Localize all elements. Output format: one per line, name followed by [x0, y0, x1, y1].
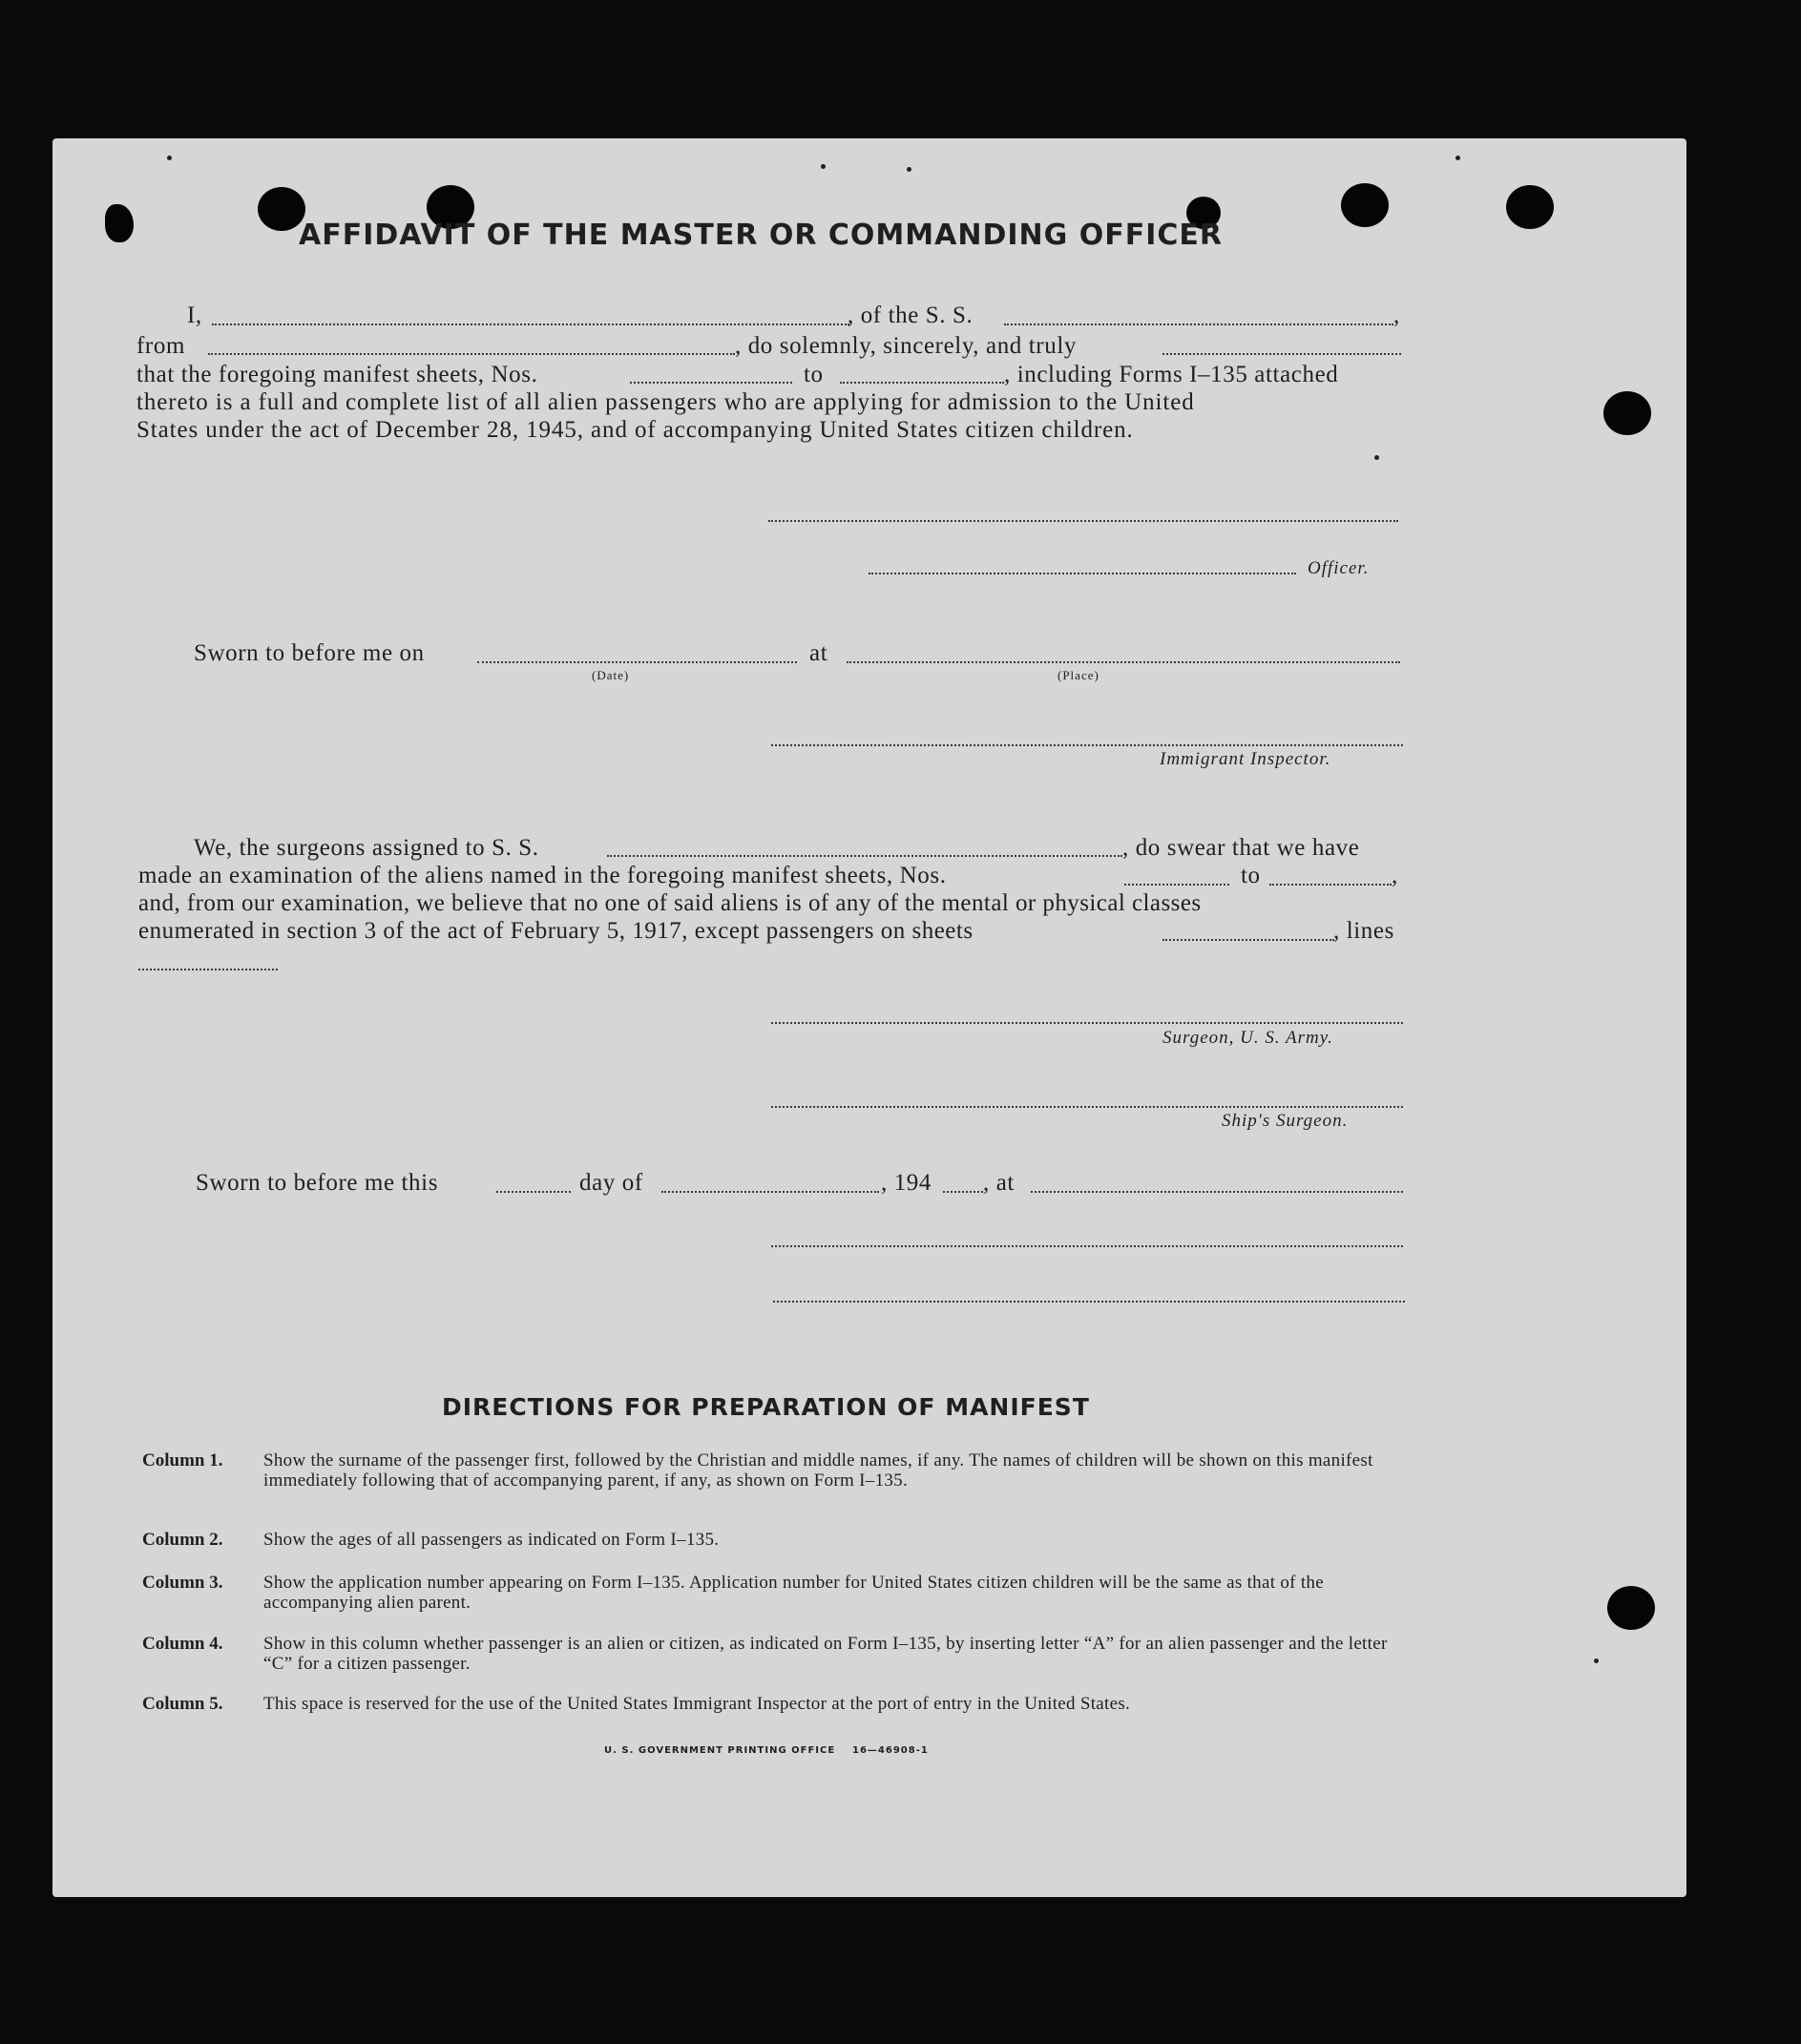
- army-surgeon-label: Surgeon, U. S. Army.: [1162, 1028, 1333, 1048]
- affidavit-line-3c: , including Forms I–135 attached: [1004, 362, 1339, 387]
- from-port-field[interactable]: [208, 353, 735, 355]
- ship-surgeon-label: Ship's Surgeon.: [1222, 1111, 1349, 1131]
- column-2-label: Column 2.: [142, 1530, 223, 1550]
- ship-surgeon-signature-field[interactable]: [771, 1106, 1403, 1108]
- master-name-field[interactable]: [212, 323, 849, 325]
- punch-hole: [1603, 391, 1651, 435]
- column-4-text: Show in this column whether passenger is an alien or citizen, as indicated on Form I–135, by inserting letter “A” for an alien passenger and the letter “C” for a citizen passenger.: [263, 1634, 1388, 1674]
- sworn-prefix: Sworn to before me on: [194, 640, 425, 666]
- punch-hole: [1341, 183, 1389, 227]
- directions-title: DIRECTIONS FOR PREPARATION OF MANIFEST: [442, 1393, 1090, 1421]
- column-1-label: Column 1.: [142, 1450, 223, 1470]
- sworn2-day-field[interactable]: [496, 1191, 571, 1193]
- column-3-text: Show the application number appearing on Form I–135. Application number for United States citizen children will be the same as that of the accompanying alien parent.: [263, 1573, 1324, 1613]
- affidavit-line-3b: to: [804, 362, 824, 387]
- form-title: AFFIDAVIT OF THE MASTER OR COMMANDING OFFICER: [299, 219, 1223, 252]
- punch-hole: [1506, 185, 1554, 229]
- punch-hole: [1607, 1586, 1655, 1630]
- surgeons-line-3: and, from our examination, we believe that no one of said aliens is of any of the mental or physical classes: [138, 890, 1202, 916]
- sworn-date-field[interactable]: [477, 661, 797, 663]
- affidavit-line-2a: from: [136, 333, 185, 359]
- oath-field[interactable]: [1162, 353, 1401, 355]
- sworn2-day-of: day of: [579, 1170, 643, 1196]
- affidavit-line-5: States under the act of December 28, 1945, and of accompanying United States citizen children.: [136, 417, 1134, 443]
- officer-label: Officer.: [1308, 558, 1370, 578]
- surgeon-ship-field[interactable]: [607, 855, 1122, 857]
- officer-signature-field[interactable]: [869, 573, 1296, 574]
- affidavit-line-4: thereto is a full and complete list of all alien passengers who are applying for admission to the United: [136, 389, 1195, 415]
- column-5-text: This space is reserved for the use of the United States Immigrant Inspector at the port of entry in the United States.: [263, 1694, 1131, 1714]
- sworn2-title-field[interactable]: [773, 1301, 1405, 1303]
- affidavit-line-1b: , of the S. S.: [848, 302, 974, 328]
- column-1-text: Show the surname of the passenger first, followed by the Christian and middle names, if any. The names of children will be shown on this manifest immediately following that of accompanying parent, if any, as shown on Form I–135.: [263, 1450, 1373, 1491]
- surgeons-line-1b: , do swear that we have: [1122, 835, 1360, 861]
- column-4-label: Column 4.: [142, 1634, 223, 1654]
- surgeons-line-2b: to: [1241, 863, 1261, 888]
- sheets-to-field[interactable]: [840, 382, 1004, 384]
- signature-line[interactable]: [768, 520, 1398, 522]
- sworn2-year-field[interactable]: [943, 1191, 983, 1193]
- punch-hole: [105, 204, 134, 242]
- affidavit-line-2b: , do solemnly, sincerely, and truly: [735, 333, 1077, 359]
- column-3-label: Column 3.: [142, 1573, 223, 1593]
- except-sheets-field[interactable]: [1162, 939, 1334, 941]
- surgeons-line-2a: made an examination of the aliens named in the foregoing manifest sheets, Nos.: [138, 863, 947, 888]
- affidavit-line-3a: that the foregoing manifest sheets, Nos.: [136, 362, 538, 387]
- inspector-signature-field[interactable]: [771, 744, 1403, 746]
- affidavit-line-1c: ,: [1393, 302, 1400, 328]
- column-5-label: Column 5.: [142, 1694, 223, 1714]
- printer-imprint: U. S. GOVERNMENT PRINTING OFFICE: [604, 1745, 836, 1756]
- sworn2-month-field[interactable]: [661, 1191, 879, 1193]
- column-2-text: Show the ages of all passengers as indicated on Form I–135.: [263, 1530, 720, 1550]
- lines-field[interactable]: [138, 969, 278, 970]
- surgeons-line-4b: , lines: [1333, 918, 1394, 944]
- form-code: 16—46908-1: [852, 1745, 929, 1756]
- surgeon-sheets-from-field[interactable]: [1124, 884, 1229, 886]
- surgeon-sheets-to-field[interactable]: [1269, 884, 1392, 886]
- army-surgeon-signature-field[interactable]: [771, 1022, 1403, 1024]
- sworn2-prefix: Sworn to before me this: [196, 1170, 439, 1196]
- surgeons-line-2c: ,: [1392, 863, 1398, 888]
- place-caption: (Place): [1058, 668, 1099, 682]
- sworn2-signature-field[interactable]: [771, 1245, 1403, 1247]
- sheets-from-field[interactable]: [630, 382, 792, 384]
- sworn-at: at: [809, 640, 828, 666]
- sworn2-year: , 194: [881, 1170, 932, 1196]
- inspector-label: Immigrant Inspector.: [1160, 749, 1331, 769]
- date-caption: (Date): [592, 668, 630, 682]
- sworn2-place-field[interactable]: [1031, 1191, 1403, 1193]
- sworn-place-field[interactable]: [847, 661, 1400, 663]
- surgeons-line-1a: We, the surgeons assigned to S. S.: [194, 835, 539, 861]
- affidavit-line-1a: I,: [187, 302, 202, 328]
- ship-name-field[interactable]: [1004, 323, 1393, 325]
- surgeons-line-4a: enumerated in section 3 of the act of February 5, 1917, except passengers on sheets: [138, 918, 974, 944]
- sworn2-at: , at: [983, 1170, 1015, 1196]
